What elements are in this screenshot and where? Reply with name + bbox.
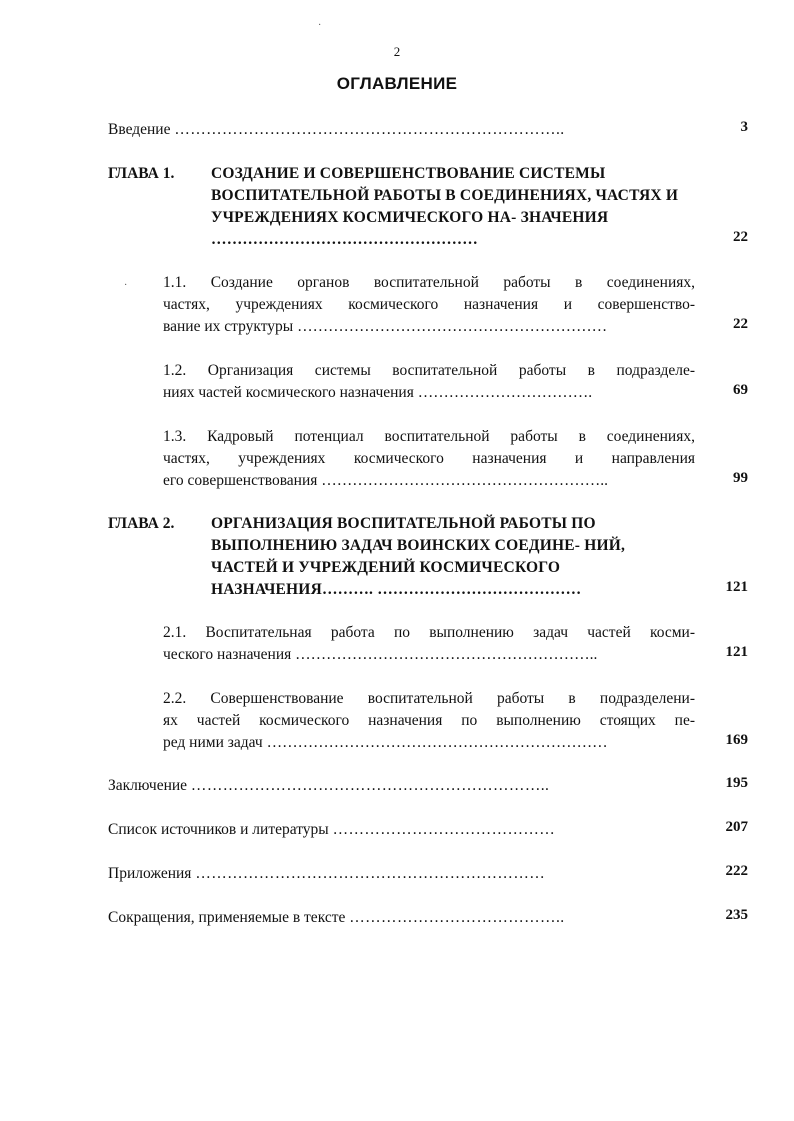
section-line: 1.1. Создание органов воспитательной работы в соединениях, bbox=[163, 274, 695, 291]
leader-dots: ………………………………….. bbox=[349, 909, 565, 926]
entry-label: Заключение bbox=[108, 777, 188, 794]
page-ref-intro: 3 bbox=[740, 119, 748, 135]
chapter-title-line: СОЗДАНИЕ И СОВЕРШЕНСТВОВАНИЕ СИСТЕМЫ bbox=[211, 165, 606, 182]
leader-dots: …………………………………… bbox=[332, 821, 556, 838]
section-line: ях частей космического назначения по выполнению стоящих пе- bbox=[163, 712, 695, 729]
entry-label: Приложения bbox=[108, 865, 192, 882]
chapter-title-last-line: ЗНАЧЕНИЯ …………………………………………… bbox=[211, 209, 609, 248]
scan-artifact-dot: · bbox=[124, 280, 128, 291]
toc-entry-section-1-3[interactable] bbox=[163, 426, 695, 492]
section-last-line: ческого назначения ………………………………………………….. bbox=[163, 646, 598, 663]
page-ref-section-1-3: 99 bbox=[733, 470, 748, 486]
page-ref-conclusion: 195 bbox=[725, 775, 748, 791]
toc-entry-chapter-2[interactable] bbox=[211, 513, 695, 601]
section-line: 1.3. Кадровый потенциал воспитательной работы в соединениях, bbox=[163, 428, 695, 445]
page-ref-abbreviations: 235 bbox=[725, 907, 748, 923]
section-last-line: ред ними задач ………………………………………………………… bbox=[163, 734, 608, 751]
chapter-2-label: ГЛАВА 2. bbox=[108, 515, 175, 532]
toc-entry-conclusion[interactable] bbox=[108, 775, 698, 797]
leader-dots: ……………………………………………………………….. bbox=[174, 121, 565, 138]
section-line: 2.2. Совершенствование воспитательной работы в подразделени- bbox=[163, 690, 695, 707]
page-ref-section-1-2: 69 bbox=[733, 382, 748, 398]
scan-artifact-dot: · bbox=[318, 20, 322, 31]
toc-entry-abbreviations[interactable] bbox=[108, 907, 698, 929]
chapter-1-label: ГЛАВА 1. bbox=[108, 165, 175, 182]
page-ref-chapter-1: 22 bbox=[733, 229, 748, 245]
entry-label: Сокращения, применяемые в тексте bbox=[108, 909, 346, 926]
page-ref-section-2-1: 121 bbox=[725, 644, 748, 660]
toc-entry-section-1-2[interactable] bbox=[163, 360, 695, 404]
entry-label: Введение bbox=[108, 121, 171, 138]
chapter-title-line: НИЙ, ЧАСТЕЙ И УЧРЕЖДЕНИЙ КОСМИЧЕСКОГО bbox=[211, 537, 626, 576]
chapter-title-line: ЧАСТЯХ И УЧРЕЖДЕНИЯХ КОСМИЧЕСКОГО НА- bbox=[211, 187, 679, 226]
chapter-title-line: ВЫПОЛНЕНИЮ ЗАДАЧ ВОИНСКИХ СОЕДИНЕ- bbox=[211, 537, 581, 554]
toc-entry-section-1-1[interactable] bbox=[163, 272, 695, 338]
section-line: 2.1. Воспитательная работа по выполнению задач частей косми- bbox=[163, 624, 695, 641]
toc-entry-intro[interactable] bbox=[108, 119, 690, 141]
section-line: 1.2. Организация системы воспитательной работы в подразделе- bbox=[163, 362, 695, 379]
page-number: 2 bbox=[393, 44, 401, 59]
chapter-title-last-line: НАЗНАЧЕНИЯ………. ………………………………… bbox=[211, 581, 582, 598]
page-ref-sources: 207 bbox=[725, 819, 748, 835]
toc-title: ОГЛАВЛЕНИЕ bbox=[336, 74, 458, 93]
section-last-line: вание их структуры …………………………………………………… bbox=[163, 318, 608, 335]
section-last-line: ниях частей космического назначения ……………………………. bbox=[163, 384, 593, 401]
toc-entry-section-2-2[interactable] bbox=[163, 688, 695, 754]
chapter-title-line: ОРГАНИЗАЦИЯ ВОСПИТАТЕЛЬНОЙ РАБОТЫ ПО bbox=[211, 515, 596, 532]
section-last-line: его совершенствования ……………………………………………….. bbox=[163, 472, 609, 489]
toc-entry-appendices[interactable] bbox=[108, 863, 698, 885]
toc-entry-section-2-1[interactable] bbox=[163, 622, 695, 666]
leader-dots: ………………………………………………………… bbox=[195, 865, 546, 882]
leader-dots: ………………………………………………………….. bbox=[190, 777, 550, 794]
page-ref-section-1-1: 22 bbox=[733, 316, 748, 332]
section-line: частях, учреждениях космического назначения и направления bbox=[163, 450, 695, 467]
toc-entry-sources[interactable] bbox=[108, 819, 698, 841]
page-ref-chapter-2: 121 bbox=[725, 579, 748, 595]
page-ref-appendices: 222 bbox=[725, 863, 748, 879]
entry-label: Список источников и литературы bbox=[108, 821, 329, 838]
section-line: частях, учреждениях космического назначения и совершенство- bbox=[163, 296, 695, 313]
page-ref-section-2-2: 169 bbox=[725, 732, 748, 748]
toc-entry-chapter-1[interactable] bbox=[211, 163, 695, 251]
chapter-title-line: ВОСПИТАТЕЛЬНОЙ РАБОТЫ В СОЕДИНЕНИЯХ, bbox=[211, 187, 592, 204]
